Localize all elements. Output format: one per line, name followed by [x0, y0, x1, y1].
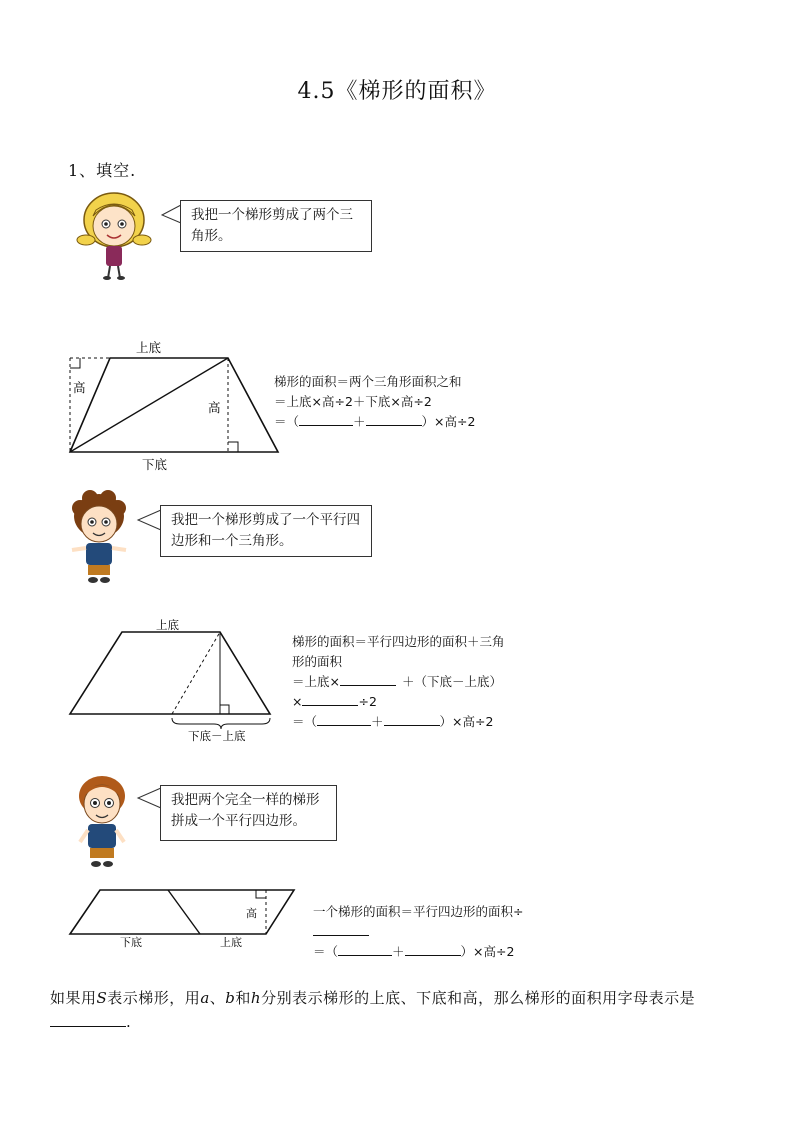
- answer-blank[interactable]: [384, 712, 440, 726]
- equation-line: ＝上底×高÷2＋下底×高÷2: [274, 394, 432, 409]
- answer-blank[interactable]: [405, 942, 461, 956]
- label-top-base: 上底: [156, 618, 179, 632]
- answer-blank[interactable]: [340, 672, 396, 686]
- trapezoid-diagram-1: [60, 338, 290, 474]
- page-title: 4.5《梯形的面积》: [297, 79, 497, 104]
- question-label: 1、填空.: [68, 161, 137, 180]
- label-bottom-base: 下底: [120, 936, 142, 949]
- speech-bubble-tail: [136, 506, 162, 536]
- right-angle-mark: [256, 890, 266, 898]
- trapezoid-shape: [70, 358, 278, 452]
- label-height: 高: [246, 907, 257, 920]
- label-bottom-minus-top: 下底－上底: [188, 729, 246, 743]
- variable-h: h: [250, 989, 262, 1007]
- variable-b: b: [225, 989, 236, 1007]
- parallelogram-shape: [70, 890, 294, 934]
- answer-blank[interactable]: [313, 922, 369, 936]
- equation-line: ＝（ ＋ ）×高÷2: [313, 944, 515, 959]
- trapezoid-shape: [70, 632, 270, 714]
- right-angle-mark: [228, 442, 238, 452]
- answer-blank[interactable]: [299, 412, 353, 426]
- variable-a: a: [200, 989, 210, 1007]
- right-angle-mark: [220, 705, 229, 714]
- equation-line: ＝（ ＋ ）×高÷2: [292, 714, 494, 729]
- equation-line: ＝上底× ＋（下底－上底）: [292, 674, 502, 689]
- boy-character-illustration-2: [72, 772, 132, 870]
- answer-blank-formula[interactable]: [50, 1011, 126, 1027]
- equation-block-2: [292, 632, 505, 732]
- trapezoid-diagram-2: [62, 616, 278, 746]
- right-angle-mark: [70, 358, 80, 368]
- girl-character-illustration: [74, 190, 154, 282]
- speech-bubble-tail: [136, 784, 162, 814]
- equation-line: ＝（ ＋ ）×高÷2: [274, 414, 476, 429]
- speech-bubble-1: 我把一个梯形剪成了两个三角形。: [180, 200, 372, 252]
- final-question: 如果用S表示梯形，用a、b和h分别表示梯形的上底、下底和高，那么梯形的面积用字母表示是.: [50, 989, 696, 1031]
- equation-block-1: [274, 372, 475, 432]
- equation-line: 形的面积: [292, 654, 343, 669]
- speech-bubble-2: 我把一个梯形剪成了一个平行四边形和一个三角形。: [160, 505, 372, 557]
- parallelogram-diagram: [64, 884, 300, 950]
- label-height-left: 高: [73, 380, 86, 395]
- label-top-base: 上底: [220, 936, 242, 949]
- boy-character-illustration-1: [66, 490, 132, 586]
- equation-line: 梯形的面积＝平行四边形的面积＋三角: [292, 634, 505, 649]
- variable-S: S: [96, 989, 108, 1007]
- diagonal-line: [70, 358, 228, 452]
- speech-bubble-3: 我把两个完全一样的梯形拼成一个平行四边形。: [160, 785, 337, 841]
- equation-line: [313, 922, 523, 942]
- trapezoid-divider-line: [168, 890, 200, 934]
- equation-line: 梯形的面积＝两个三角形面积之和: [274, 374, 462, 389]
- label-height-right: 高: [208, 400, 221, 415]
- label-bottom-base: 下底: [142, 457, 168, 472]
- answer-blank[interactable]: [366, 412, 422, 426]
- equation-line: 一个梯形的面积＝平行四边形的面积÷: [313, 904, 524, 919]
- answer-blank[interactable]: [302, 692, 358, 706]
- brace-mark: [172, 718, 270, 729]
- answer-blank[interactable]: [338, 942, 392, 956]
- answer-blank[interactable]: [317, 712, 371, 726]
- equation-line: × ÷2: [292, 694, 377, 709]
- equation-block-3: [313, 902, 523, 962]
- label-top-base: 上底: [136, 340, 162, 355]
